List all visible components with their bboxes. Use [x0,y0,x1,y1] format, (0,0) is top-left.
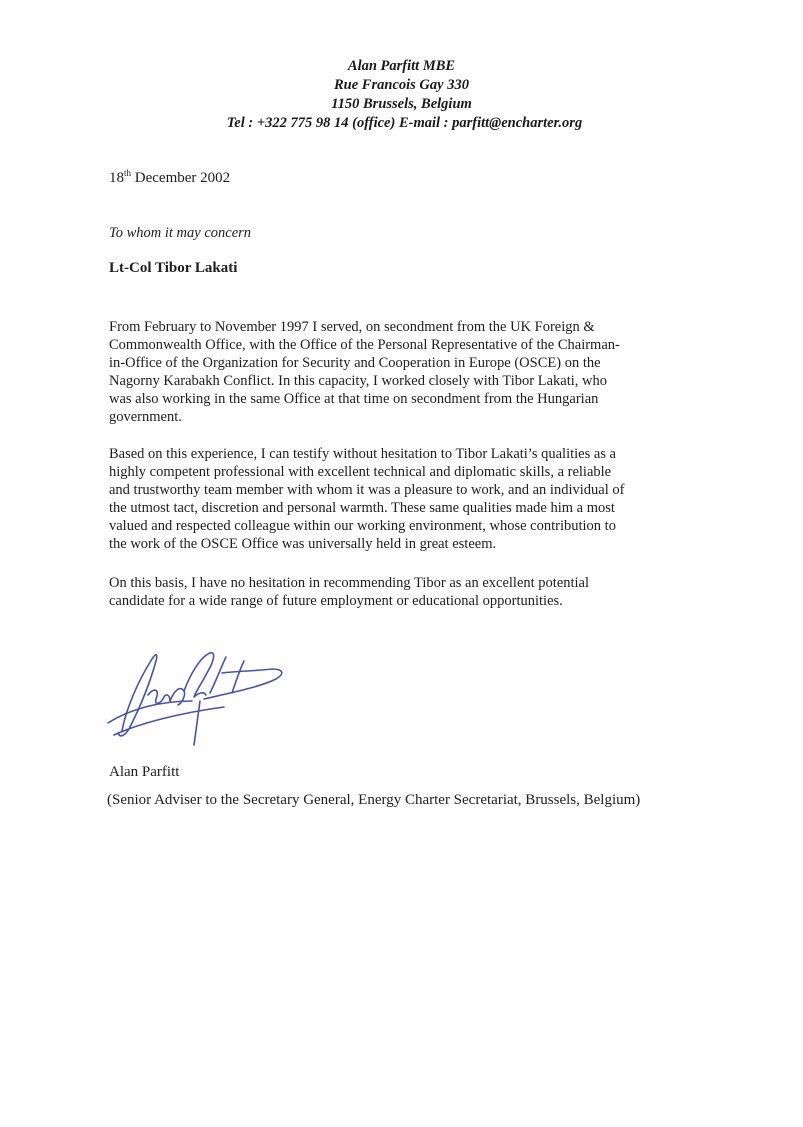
paragraph-line: valued and respected colleague within our working environment, whose contribution to [109,518,616,534]
paragraph-line: highly competent professional with excellent technical and diplomatic skills, a reliable [109,464,612,480]
sender-contact: Tel : +322 775 98 14 (office) E-mail : parfitt@encharter.org [226,115,583,131]
paragraph-line: Based on this experience, I can testify without hesitation to Tibor Lakati’s qualities as a [109,446,616,462]
paragraph-line: Commonwealth Office, with the Office of the Personal Representative of the Chairman- [109,337,620,353]
signer-title: (Senior Adviser to the Secretary General, Energy Charter Secretariat, Brussels, Belgium) [107,792,641,808]
subject-line: Lt-Col Tibor Lakati [109,260,238,276]
paragraph-line: the work of the OSCE Office was universally held in great esteem. [109,536,497,552]
paragraph-2 [109,445,669,553]
paragraph-3 [109,574,669,610]
letterhead [0,57,803,133]
sender-name: Alan Parfitt MBE [347,58,456,74]
date-day: 18 [109,170,124,186]
paragraph-1 [109,318,669,426]
paragraph-line: was also working in the same Office at that time on secondment from the Hungarian [109,391,599,407]
paragraph-line: On this basis, I have no hesitation in recommending Tibor as an excellent potential [109,575,590,591]
signer-name: Alan Parfitt [109,764,180,780]
paragraph-line: and trustworthy team member with whom it was a pleasure to work, and an individual of [109,482,625,498]
paragraph-line: government. [109,409,182,425]
salutation: To whom it may concern [109,225,252,241]
paragraph-line: Nagorny Karabakh Conflict. In this capacity, I worked closely with Tibor Lakati, who [109,373,607,389]
paragraph-line: candidate for a wide range of future employment or educational opportunities. [109,593,563,609]
sender-city: 1150 Brussels, Belgium [331,96,472,112]
handwritten-signature [100,643,290,748]
letter-date [109,168,230,187]
paragraph-line: the utmost tact, discretion and personal warmth. These same qualities made him a most [109,500,615,516]
sender-street: Rue Francois Gay 330 [334,77,469,93]
date-month-year: December 2002 [134,170,231,186]
date-ordinal: th [124,168,132,178]
paragraph-line: From February to November 1997 I served, on secondment from the UK Foreign & [109,319,595,335]
paragraph-line: in-Office of the Organization for Security and Cooperation in Europe (OSCE) on the [109,355,601,371]
